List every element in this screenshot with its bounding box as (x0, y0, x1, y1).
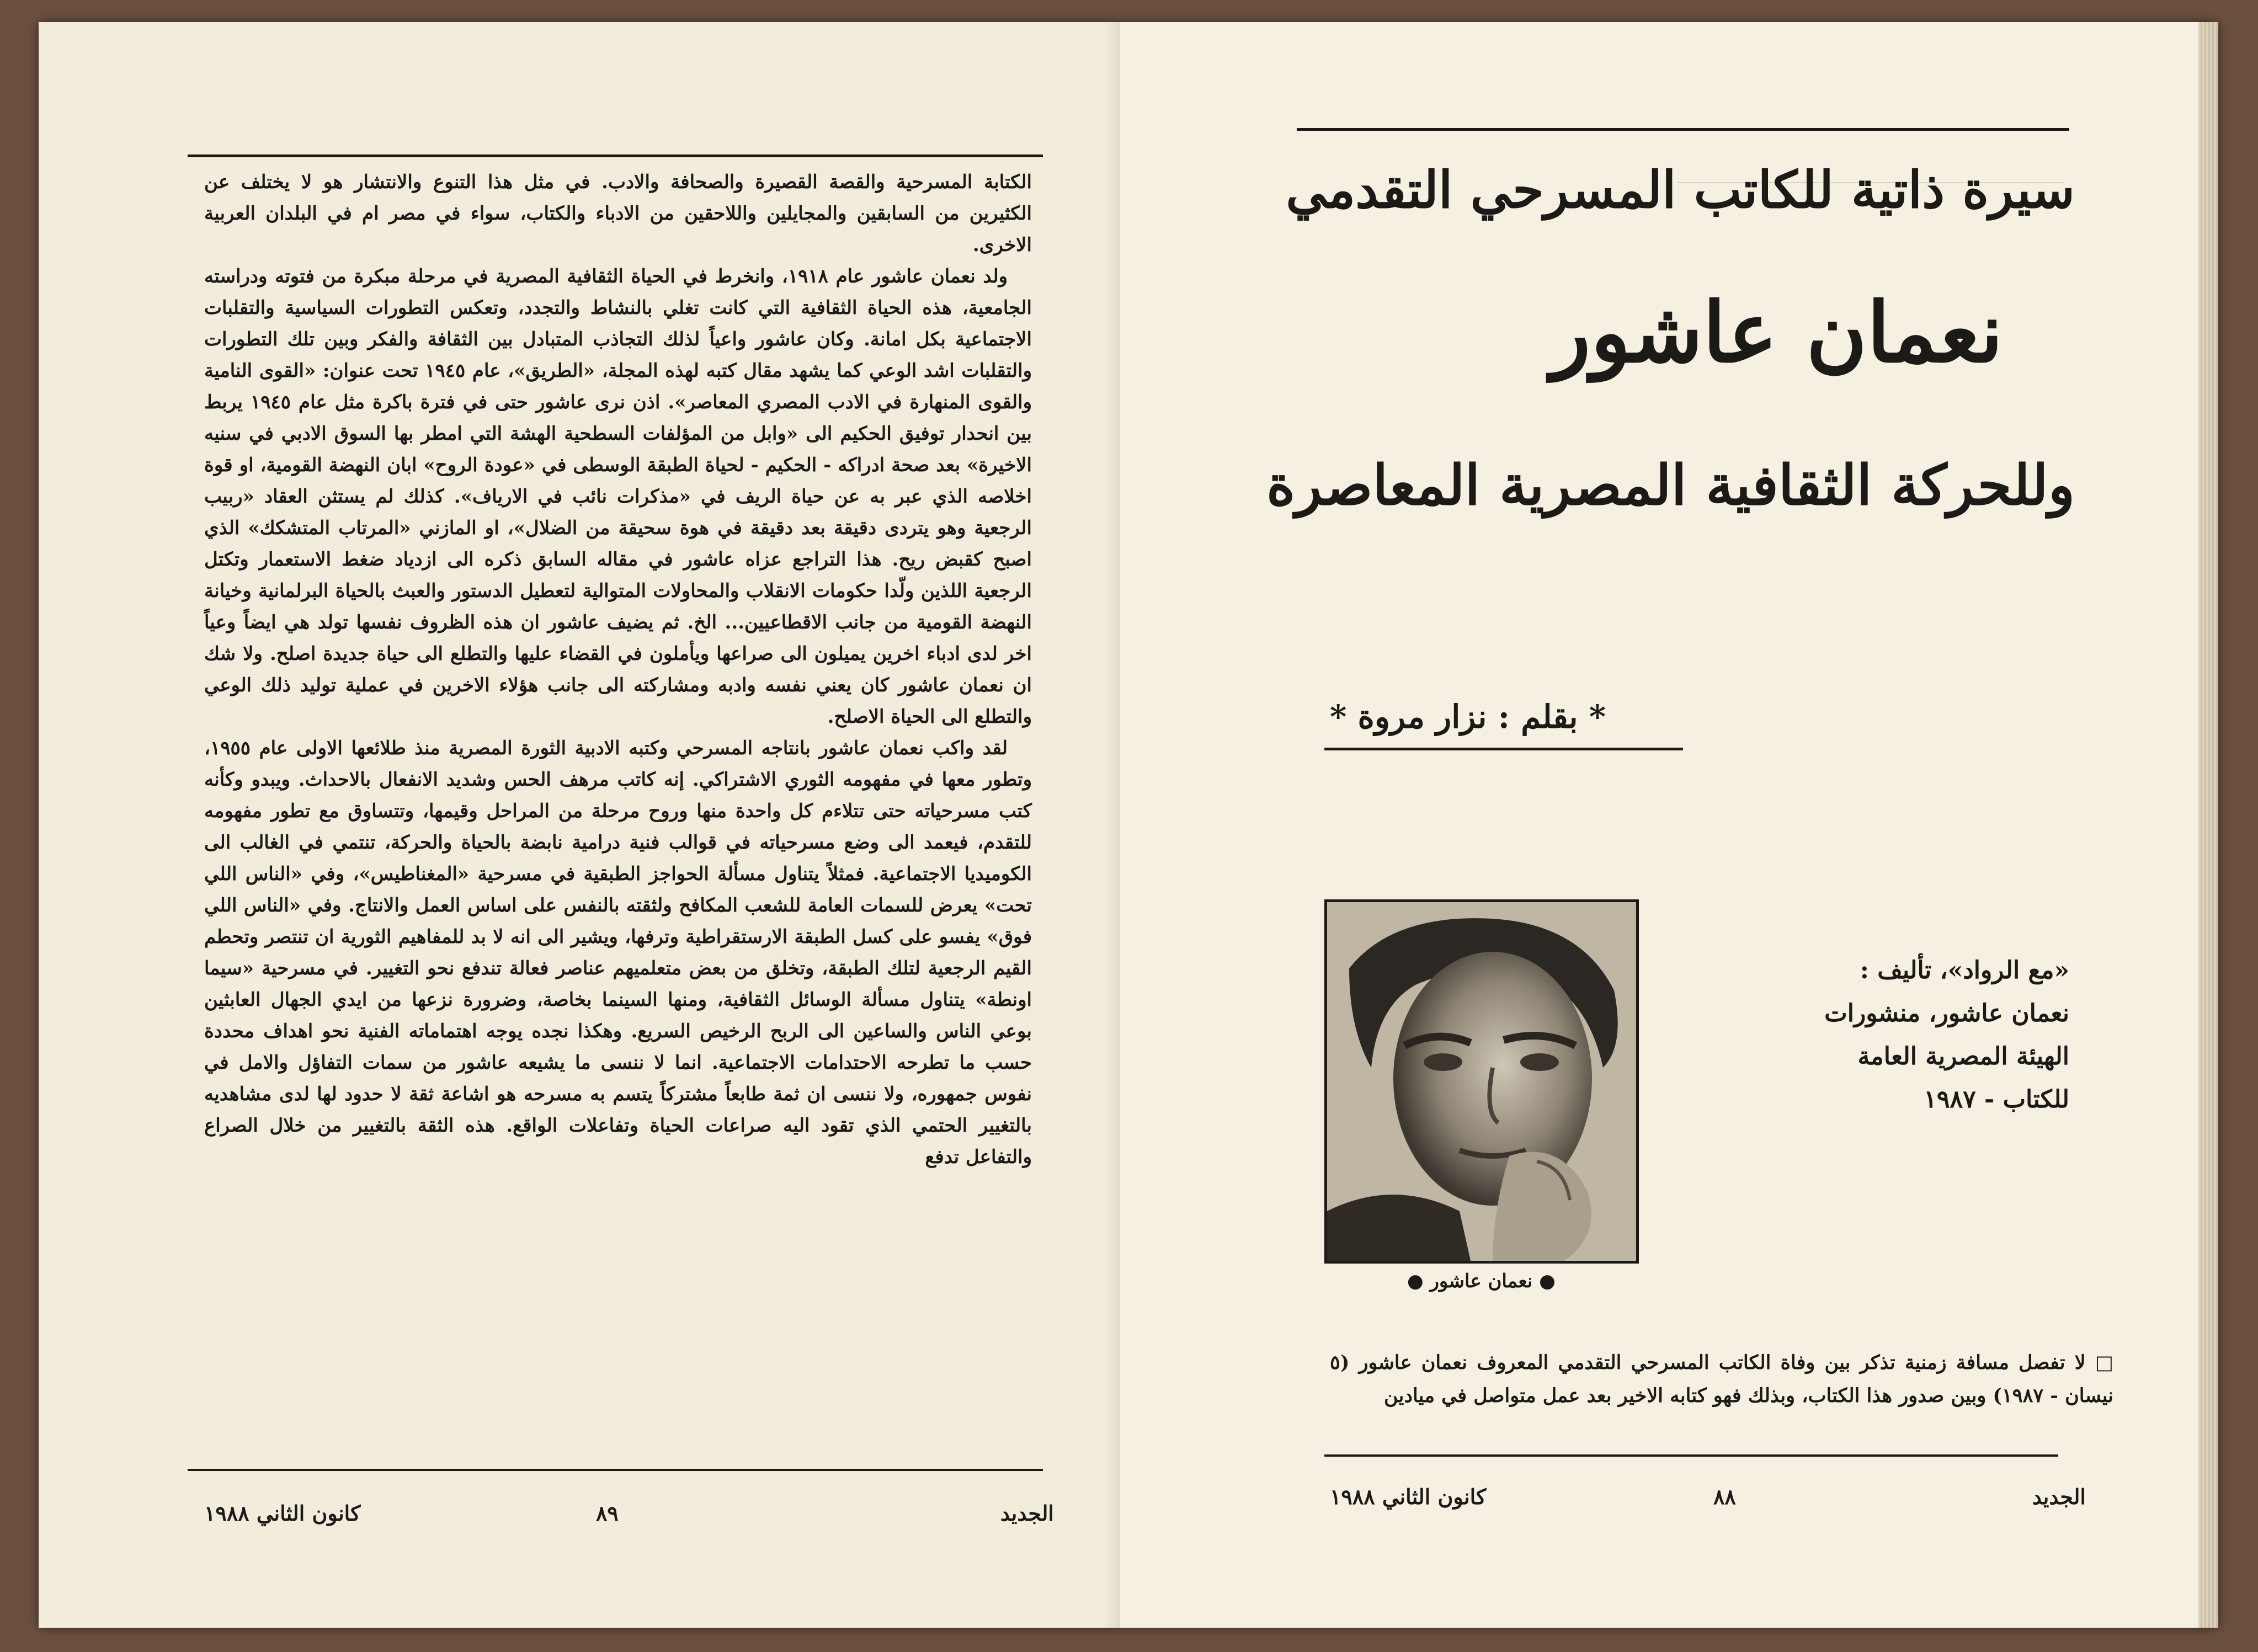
paragraph-3: لقد واكب نعمان عاشور بانتاجه المسرحي وكتبه الادبية الثورة المصرية منذ طلائعها الاولى عام ١٩٥٥، وتطور معها في مفهومه الثوري الاشتراكي. إنه كاتب مرهف الحس وشديد الانفعال بالاحداث. ويبدو وكأنه كتب مسرحياته حتى تتلاءم كل واحدة منها وروح مرحلة من المراحل وقيمها، وتتساوق مع تطور مفهومه للتقدم، فيعمد الى وضع مسرحياته في قوالب فنية درامية نابضة بالحياة والحركة، تنتمي في الغالب الى الكوميديا الاجتماعية. فمثلاً يتناول مسألة الحواجز الطبقية في مسرحية «المغناطيس»، وفي «الناس اللي تحت» يعرض للسمات العامة للشعب المكافح ولثقته بالنفس على اساس العمل والانتاج. وفي «الناس اللي فوق» يفسو على كسل الطبقة الارستقراطية وترفها، ويشير الى انه لا بد للمفاهيم الثورية ان تنتصر وتحطم القيم الرجعية لتلك الطبقة، وتخلق من بعض متعلميهم عناصر فعالة تندفع نحو التغيير. في مسرحية «سيما اونطة» يتناول مسألة الوسائل الثقافية، ومنها السينما بخاصة، وضرورة نزعها من ايدي الجهال العابثين بوعي الناس والساعين الى الربح الرخيص السريع. وهكذا نجده يوجه اهتماماته الفنية نحو اهداف محددة حسب ما تطرحه الاحتدامات الاجتماعية. انما لا ننسى ما يشيعه عاشور من سمات التفاؤل والامل في نفوس جمهوره، ولا ننسى ان ثمة طابعاً مشتركاً يتسم به مسرحه هو اشاعة ثقة لا حدود لها لدى مشاهديه بالتغيير الحتمي الذي تقود اليه صراعات الحياة وتفاعلات الواقع. هذه الثقة بالتغيير من خلال الصراع والتفاعل تدفع (204, 737, 1032, 1168)
intro-paragraph: □ لا تفصل مسافة زمنية تذكر بين وفاة الكاتب المسرحي التقدمي المعروف نعمان عاشور (٥ نيسان - ١٩٨٧) وبين صدور هذا الكتاب، وبذلك فهو كتابه الاخير بعد عمل متواصل في ميادين (1330, 1351, 2113, 1407)
book-info-line-3: الهيئة المصرية العامة (1857, 1042, 2069, 1070)
bottom-rule-right (1324, 1454, 2058, 1457)
book-info-line-1: «مع الرواد»، تأليف : (1860, 956, 2069, 984)
top-rule-right (1297, 128, 2069, 131)
portrait-image (1327, 902, 1636, 1261)
photo-caption: ● نعمان عاشور ● (1407, 1270, 1556, 1292)
headline-line-1: سيرة ذاتية للكاتب المسرحي التقدمي (1286, 160, 2075, 220)
footer-page-number-right: ٨٨ (1713, 1484, 1736, 1509)
footer-date-right: كانون الثاني ١٩٨٨ (1330, 1484, 1487, 1509)
headline-line-3: وللحركة الثقافية المصرية المعاصرة (1266, 452, 2075, 518)
footer-date-left: كانون الثاني ١٩٨٨ (204, 1501, 361, 1526)
magazine-spread (39, 22, 2218, 1628)
book-info (1782, 949, 2069, 1121)
byline: * بقلم : نزار مروة * (1330, 698, 1606, 736)
footer-page-number-left: ٨٩ (596, 1501, 619, 1526)
author-photo (1324, 899, 1639, 1264)
left-page (39, 22, 1120, 1628)
right-page (1120, 22, 2218, 1628)
page-edges (2198, 22, 2218, 1628)
top-rule-left (188, 154, 1043, 157)
left-article-column (204, 167, 1032, 1469)
paragraph-2: ولد نعمان عاشور عام ١٩١٨، وانخرط في الحياة الثقافية المصرية في مرحلة مبكرة من فتوته ودراسته الجامعية، هذه الحياة الثقافية التي كانت تغلي بالنشاط والتجدد، وتعكس التطورات السياسية والتقلبات الاجتماعية بكل امانة. وكان عاشور واعياً لذلك التجاذب المتبادل بين الثقافة والفكر وبين تلك التطورات والتقلبات اشد الوعي كما يشهد مقال كتبه لهذه المجلة، «الطريق»، عام ١٩٤٥ تحت عنوان: «القوى النامية والقوى المنهارة في الادب المصري المعاصر». اذن نرى عاشور حتى في فترة باكرة مثل عام ١٩٤٥ يربط بين انحدار توفيق الحكيم الى «وابل من المؤلفات السطحية الهشة التي امطر بها السوق الادبي في سنيه الاخيرة» بعد صحة ادراكه - الحكيم - لحياة الطبقة الوسطى في «عودة الروح» ابان النهضة القومية، او قوة اخلاصه الذي عبر به عن حياة الريف في «مذكرات نائب في الارياف». كذلك لم يستثن العقاد «ربيب الرجعية وهو يتردى دقيقة بعد دقيقة في هوة سحيقة من الضلال»، او المازني «المرتاب المتشكك» الذي اصبح كقبض ريح. هذا التراجع عزاه عاشور في مقاله السابق ذكره الى ازدياد ضغط الاستعمار وتكتل الرجعية اللذين ولّدا حكومات الانقلاب والمحاولات المتوالية لتعطيل الدستور والعبث بالحياة البرلمانية وخيانة النهضة القومية من جانب الاقطاعيين... الخ. ثم يضيف عاشور ان هذه الظروف نفسها تولد هي ايضاً وعياً اخر لدى ادباء اخرين يميلون الى صراعها ويأملون في القضاء عليها والتطلع الى حياة جديدة اصلح. ولا شك ان نعمان عاشور كان يعني نفسه وادبه ومشاركته الى جانب هؤلاء الاخرين في عملية توليد ذلك الوعي والتطلع الى الحياة الاصلح. (204, 265, 1032, 728)
book-info-line-4: للكتاب - ١٩٨٧ (1924, 1085, 2069, 1113)
footer-magazine-left: الجديد (1000, 1501, 1054, 1526)
bottom-rule-left (188, 1469, 1043, 1471)
book-info-line-2: نعمان عاشور، منشورات (1824, 999, 2069, 1027)
headline-line-2: نعمان عاشور (1551, 284, 2003, 381)
paragraph-1: الكتابة المسرحية والقصة القصيرة والصحافة والادب. في مثل هذا التنوع والانتشار هو لا يختلف عن الكثيرين من السابقين والمجايلين واللاحقين من الادباء والكتاب، سواء في مصر ام في البلدان العربية الاخرى. (204, 171, 1032, 256)
byline-underline (1324, 748, 1683, 750)
footer-magazine-right: الجديد (2032, 1484, 2086, 1509)
